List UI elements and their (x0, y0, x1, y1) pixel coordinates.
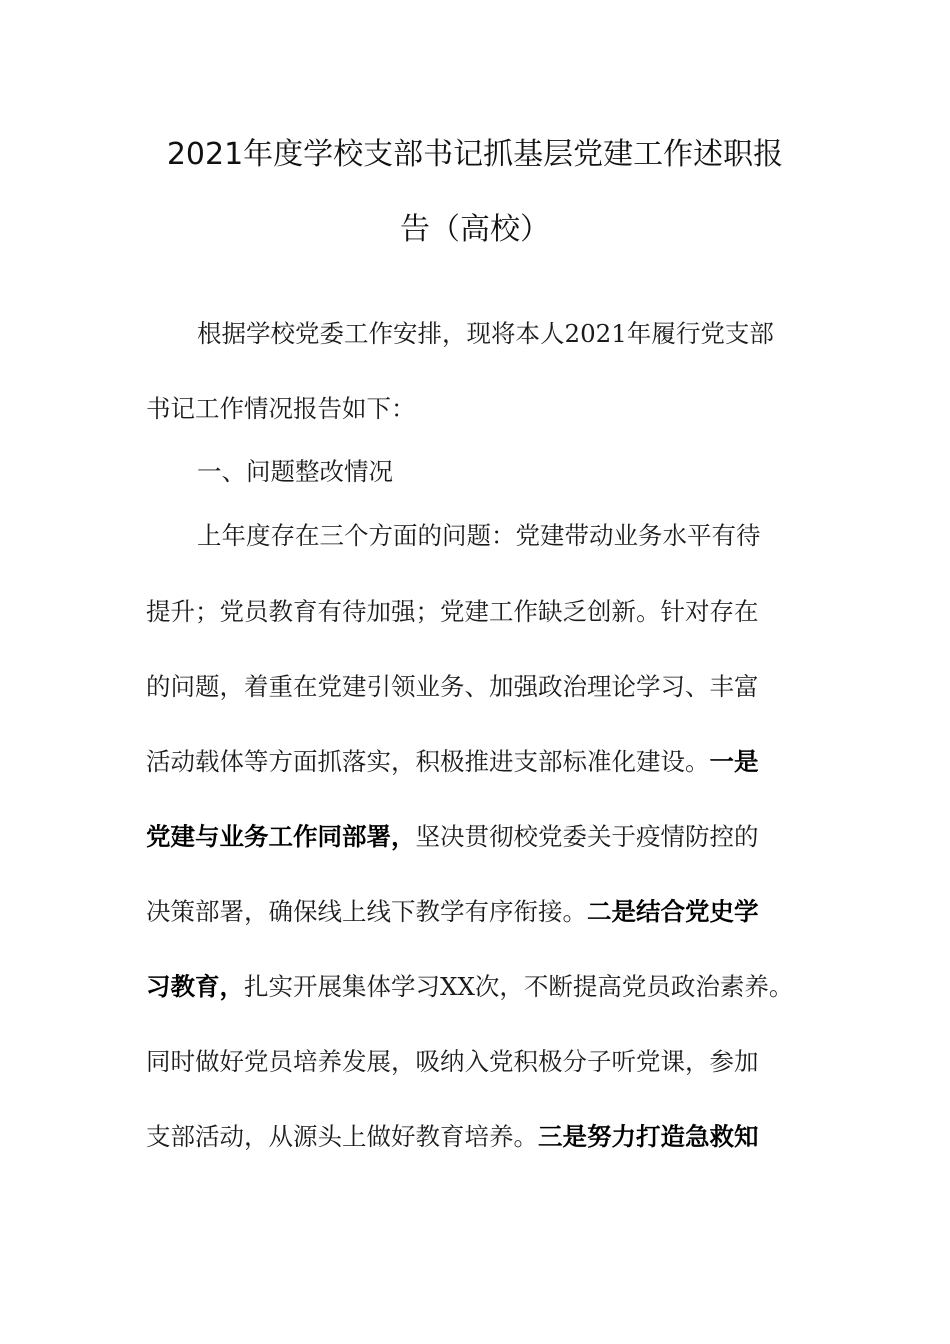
paragraph-line (146, 971, 793, 1003)
paragraph-line: 书记工作情况报告如下： (146, 394, 416, 423)
text-run: 坚决贯彻校党委关于疫情防控的 (415, 822, 759, 851)
bold-text-run: 党建与业务工作同部署， (146, 822, 416, 851)
bold-text-run: 一是 (709, 747, 759, 776)
bold-text-run: 习教育， (146, 972, 244, 1001)
document-title-line-1: 2021年度学校支部书记抓基层党建工作述职报 (166, 137, 784, 172)
document-title-line-2: 告（高校） (400, 212, 550, 247)
bold-text-run: 二是结合党史学 (587, 897, 759, 926)
paragraph-line: 的问题，着重在党建引领业务、加强政治理论学习、丰富 (146, 672, 759, 701)
paragraph-line (146, 1121, 759, 1153)
text-run: 活动载体等方面抓落实，积极推进支部标准化建设。 (146, 747, 710, 776)
paragraph-line: 上年度存在三个方面的问题：党建带动业务水平有待 (197, 521, 761, 550)
paragraph-line (146, 896, 759, 928)
text-run: 支部活动，从源头上做好教育培养。 (146, 1122, 538, 1151)
text-run: 扎实开展集体学习XX次，不断提高党员政治素养。 (244, 972, 794, 1001)
paragraph-line: 根据学校党委工作安排，现将本人2021年履行党支部 (197, 319, 774, 348)
paragraph-line: 同时做好党员培养发展，吸纳入党积极分子听党课，参加 (146, 1047, 759, 1076)
paragraph-line (146, 821, 759, 853)
paragraph-line (146, 746, 759, 778)
bold-text-run: 三是努力打造急救知 (538, 1122, 759, 1151)
section-heading: 一、问题整改情况 (197, 457, 393, 486)
paragraph-line: 提升；党员教育有待加强；党建工作缺乏创新。针对存在 (146, 597, 759, 626)
text-run: 决策部署，确保线上线下教学有序衔接。 (146, 897, 587, 926)
